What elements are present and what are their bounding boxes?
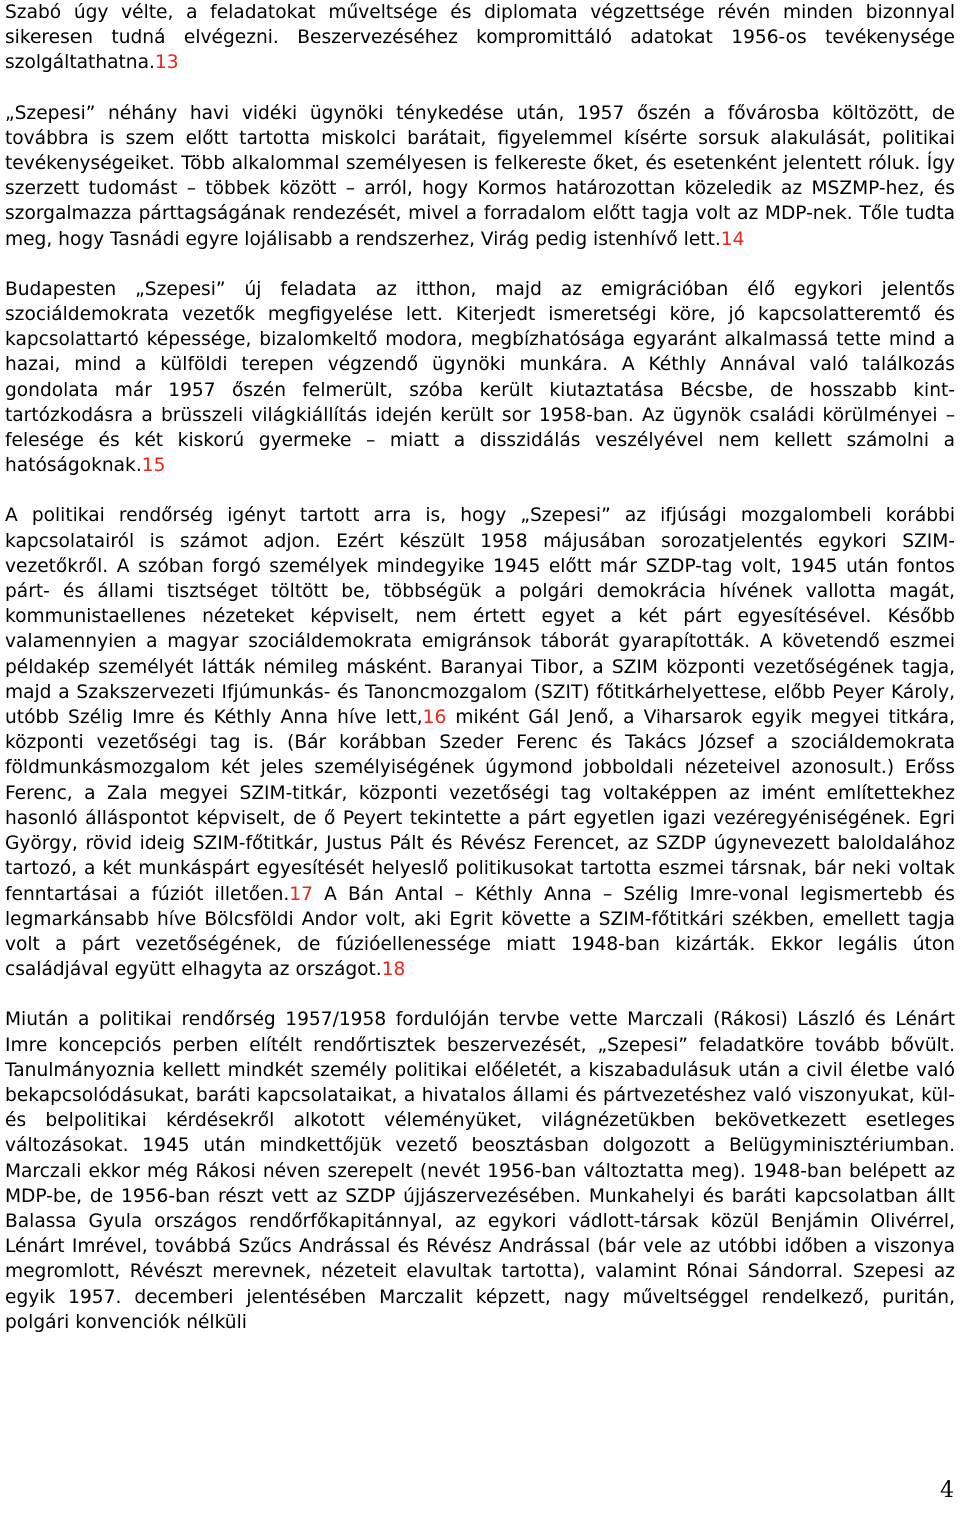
footnote-marker[interactable]: 13 xyxy=(154,52,179,74)
paragraph-spacer xyxy=(5,252,955,277)
paragraph-text: A Bán Antal – Kéthly Anna – Szélig Imre-vonal legismertebb és legmarkánsabb híve Bölcsföldi Andor volt, aki Egrit követte a SZIM-főtitkári székben, emellett tagja volt a párt vezetőségének, de fúzióellenessége miatt 1948-ban kizárták. Ekkor legális úton családjával együtt elhagyta az országot. xyxy=(5,883,955,981)
paragraph-2 xyxy=(5,101,955,252)
paragraph-text: A politikai rendőrség igényt tartott arra is, hogy „Szepesi” az ifjúsági mozgalombeli korábbi kapcsolatairól is számot adjon. Ezért készült 1958 májusában sorozatjelentés egykori SZIM-vezetőkről. A szóban forgó személyek mindegyike 1945 előtt már SZDP-tag volt, 1945 után fontos párt- és állami tisztséget töltött be, többségük a polgári demokrácia hívének vallotta magát, kommunistaellenes nézeteket képviselt, nem értett egyet a két párt egyesítésével. Később valamennyien a magyar szociáldemokrata emigránsok táborát gyarapították. A követendő eszmei példakép személyét látták némileg másként. Baranyai Tibor, a SZIM központi vezetőségének tagja, majd a Szakszervezeti Ifjúmunkás- és Tanoncmozgalom (SZIT) főtitkárhelyettese, előbb Peyer Károly, utóbb Szélig Imre és Kéthly Anna híve lett, xyxy=(5,505,955,729)
paragraph-text: Miután a politikai rendőrség 1957/1958 fordulóján tervbe vette Marczali (Rákosi) László és Lénárt Imre koncepciós perben elítélt rendőrtisztek beszervezését, „Szepesi” feladatköre tovább bővült. Tanulmányoznia kellett mindkét személy politikai előéletét, a kiszabadulásuk után a civil életbe való bekapcsolódásukat, baráti kapcsolataikat, a hivatalos állami és pártvezetéshez való viszonyukat, kül- és belpolitikai kérdésekről alkotott véleményüket, világnézetükben bekövetkezett esetleges változásokat. 1945 után mindkettőjük vezető beosztásban dolgozott a Belügyminisztériumban. Marczali ekkor még Rákosi néven szerepelt (nevét 1956-ban változtatta meg). 1948-ban belépett az MDP-be, de 1956-ban részt vett az SZDP újjászervezésében. Munkahelyi és baráti kapcsolatban állt Balassa Gyula országos rendőrfőkapitánnyal, az egykori vádlott-társak közül Benjámin Olivérrel, Lénárt Imrével, továbbá Szűcs Andrással és Révész Andrással (bár vele az utóbbi időben a viszonya megromlott, Révészt merevnek, nézeteit elavultak tartotta), valamint Rónai Sándorral. Szepesi az egyik 1957. decemberi jelentésében Marczalit képzett, nagy műveltséggel rendelkező, puritán, polgári konvenciók nélküli xyxy=(5,1009,955,1333)
paragraph-3 xyxy=(5,277,955,479)
footnote-marker[interactable]: 16 xyxy=(422,707,447,729)
page-number: 4 xyxy=(940,1478,954,1503)
paragraph-4 xyxy=(5,503,955,982)
footnote-marker[interactable]: 14 xyxy=(720,228,745,250)
paragraph-spacer xyxy=(5,982,955,1007)
footnote-marker[interactable]: 17 xyxy=(289,883,313,905)
paragraph-5 xyxy=(5,1007,955,1335)
paragraph-text: „Szepesi” néhány havi vidéki ügynöki ténykedése után, 1957 őszén a fővárosba költözött, de továbbra is szem előtt tartotta miskolci barátait, figyelemmel kísérte sorsuk alakulását, politikai tevékenységeiket. Több alkalommal személyesen is felkereste őket, és esetenként jelentett róluk. Így szerzett tudomást – többek között – arról, hogy Kormos határozottan közeledik az MSZMP-hez, és szorgalmazza párttagságának rendezését, mivel a forradalom előtt tagja volt az MDP-nek. Tőle tudta meg, hogy Tasnádi egyre lojálisabb a rendszerhez, Virág pedig istenhívő lett. xyxy=(5,102,955,250)
footnote-marker[interactable]: 18 xyxy=(381,959,406,981)
paragraph-1 xyxy=(5,0,955,76)
paragraph-spacer xyxy=(5,478,955,503)
footnote-marker[interactable]: 15 xyxy=(141,455,166,477)
paragraph-text: miként Gál Jenő, a Viharsarok egyik megyei titkára, központi vezetőségi tag is. (Bár korábban Szeder Ferenc és Takács József a szociáldemokrata földmunkásmozgalom két jeles személyiségének úgymond jobboldali nézeteivel azonosult.) Erőss Ferenc, a Zala megyei SZIM-titkár, központi vezetőségi tag voltaképpen az imént említettekhez hasonló álláspontot képviselt, de ő Peyert tekintette a párt egyetlen igazi vezéregyéniségének. Egri György, rövid ideig SZIM-főtitkár, Justus Pált és Révész Ferencet, az SZDP úgynevezett baloldalához tartozó, a két munkáspárt egyesítését helyeslő politikusokat tartotta eszmei társnak, bár neki voltak fenntartásai a fúziót illetően. xyxy=(5,707,955,905)
paragraph-text: Budapesten „Szepesi” új feladata az itthon, majd az emigrációban élő egykori jelentős szociáldemokrata vezetők megfigyelése lett. Kiterjedt ismeretségi köre, jó kapcsolatteremtő és kapcsolattartó képessége, bizalomkeltő modora, megbízhatósága egyaránt alkalmassá tette mind a hazai, mind a külföldi terepen végzendő ügynöki munkára. A Kéthly Annával való találkozás gondolata már 1957 őszén felmerült, szóba került kiutaztatása Bécsbe, de hosszabb kint-tartózkodásra a brüsszeli világkiállítás idején került sor 1958-ban. Az ügynök családi körülményei – felesége és két kiskorú gyermeke – miatt a disszidálás veszélyével nem kellett számolni a hatóságoknak. xyxy=(5,278,955,477)
paragraph-spacer xyxy=(5,76,955,101)
paragraph-text: Szabó úgy vélte, a feladatokat műveltsége és diplomata végzettsége révén minden bizonnyal sikeresen tudná elvégezni. Beszervezéséhez kompromittáló adatokat 1956-os tevékenysége szolgáltathatna. xyxy=(5,2,955,74)
